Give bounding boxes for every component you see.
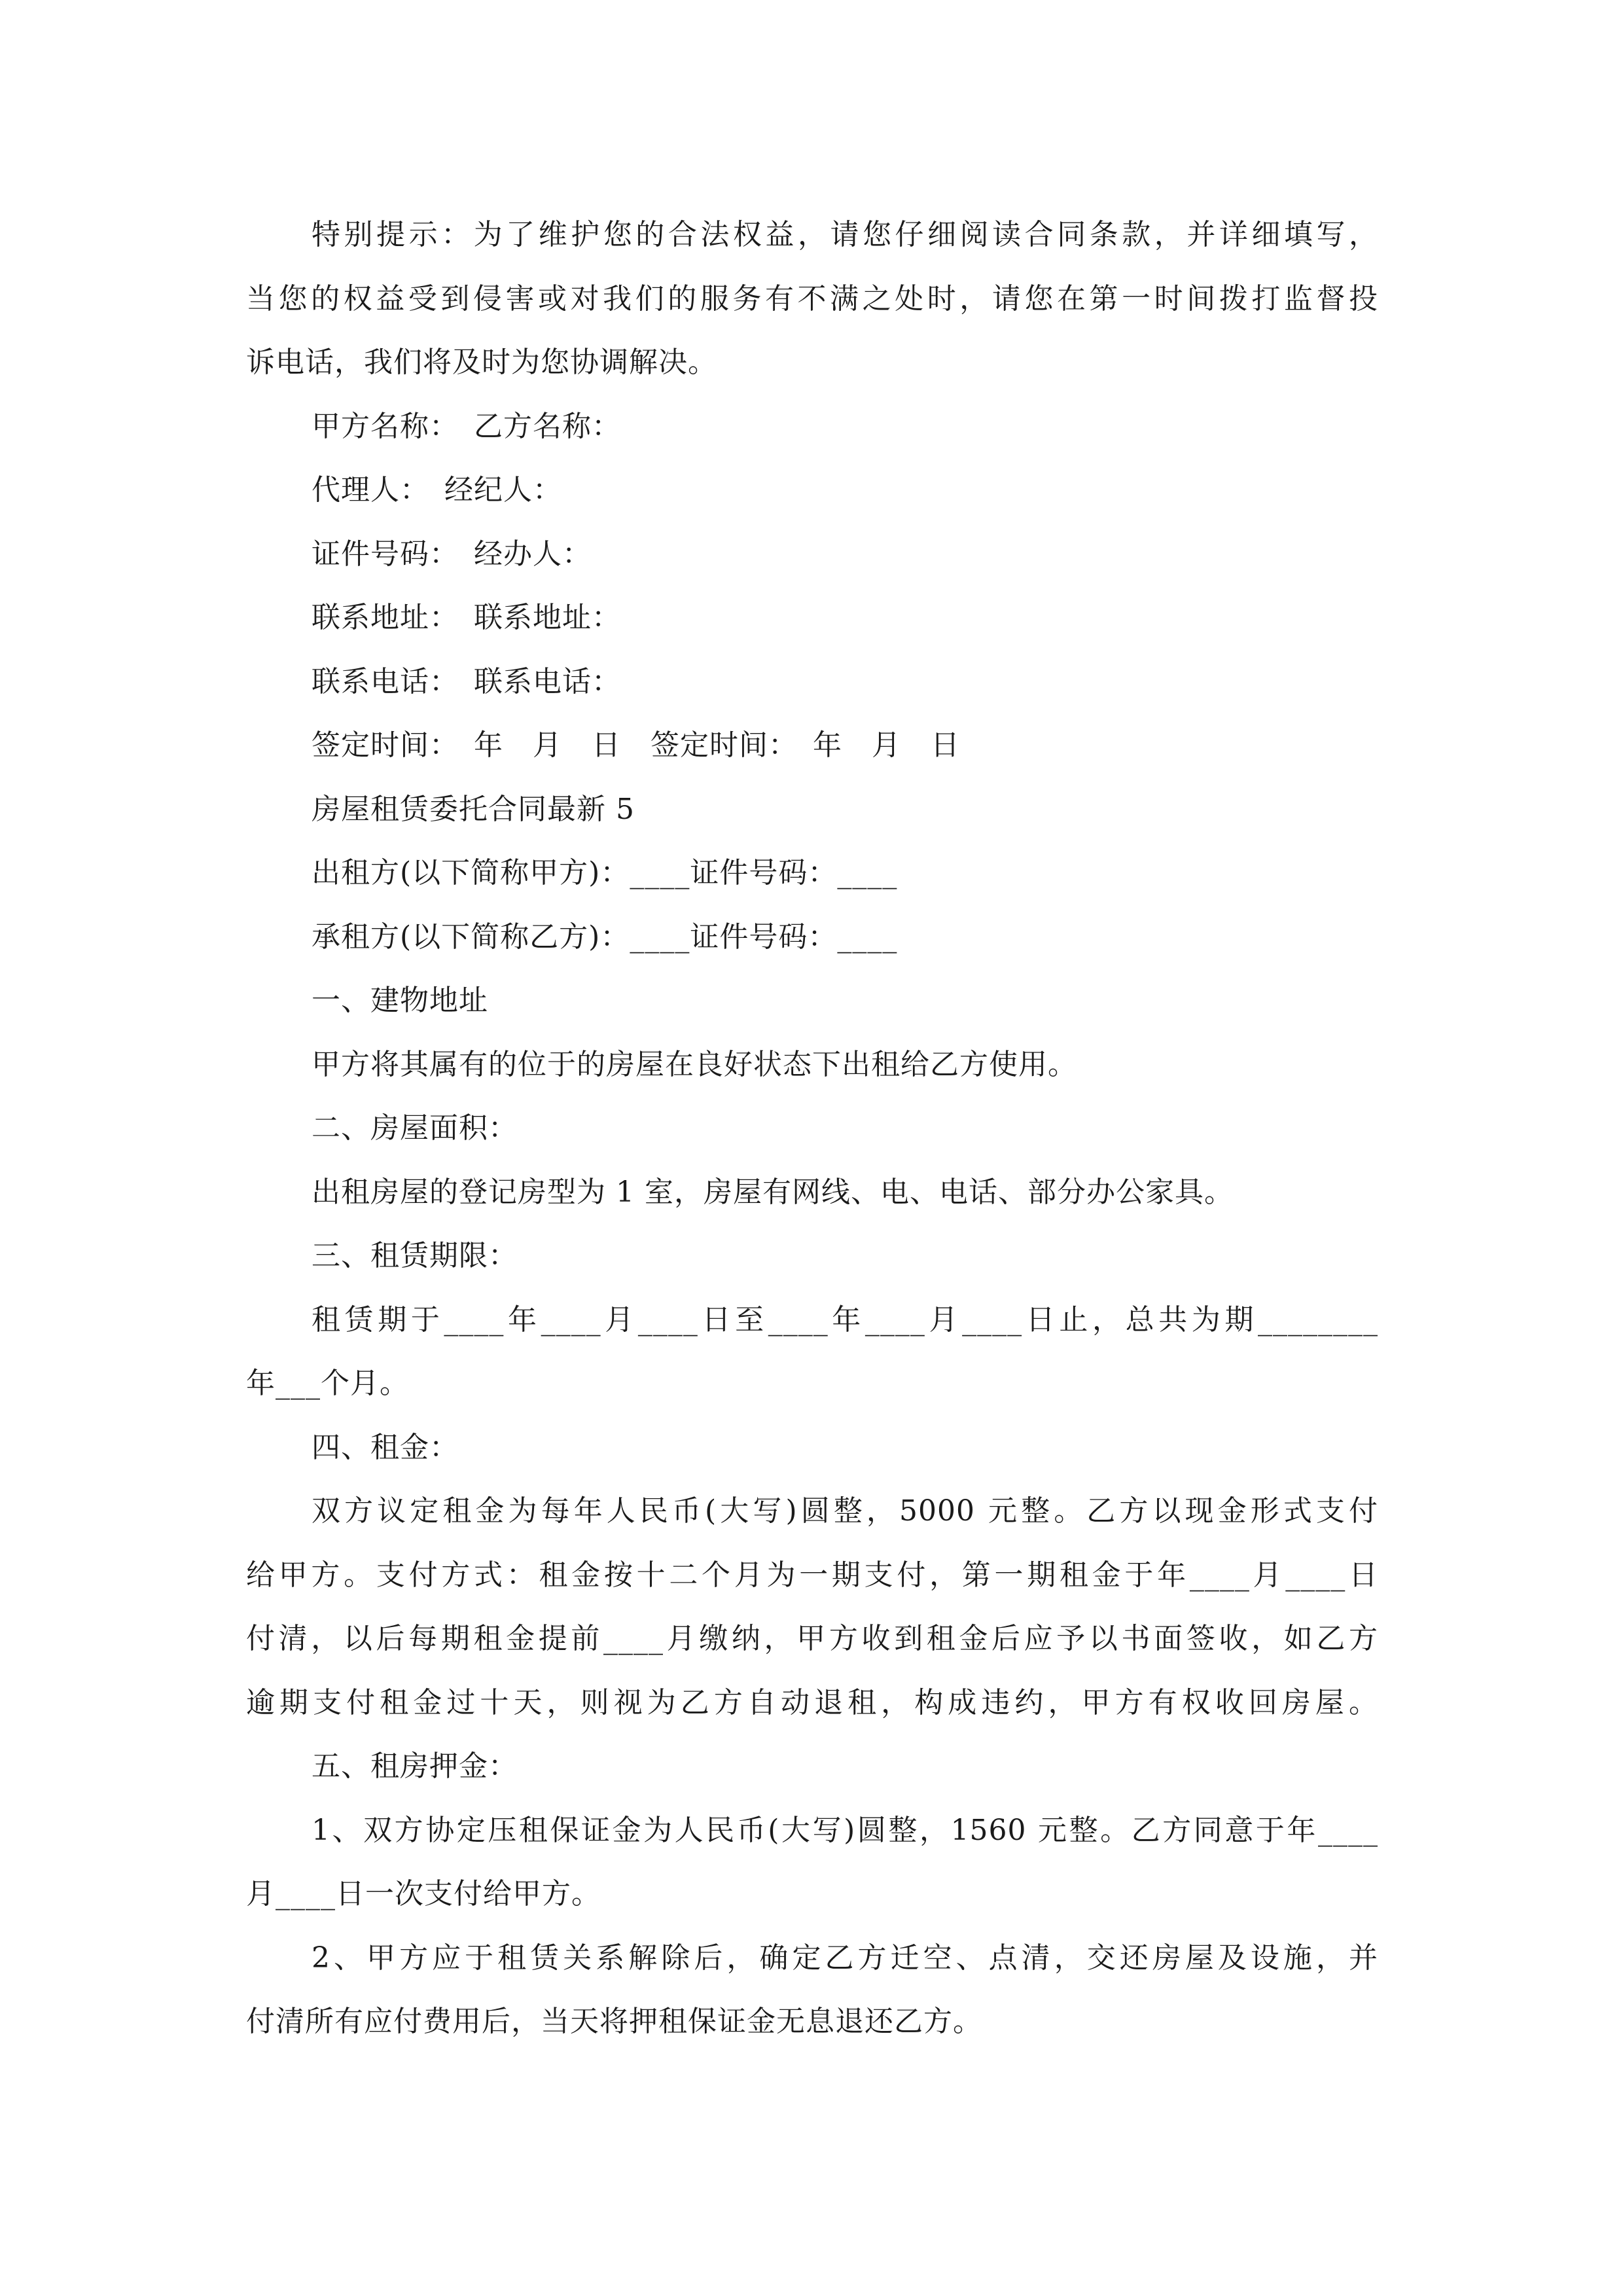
text-line: 1、双方协定压租保证金为人民币(大写)圆整，1560 元整。乙方同意于年____ xyxy=(312,1813,1378,1847)
text-line: 一、建物地址 xyxy=(312,984,488,1017)
text-line: 甲方将其属有的位于的房屋在良好状态下出租给乙方使用。 xyxy=(312,1047,1077,1081)
contract-body xyxy=(246,203,1378,2054)
text-line: 四、租金： xyxy=(312,1430,459,1464)
text-line: 出租方(以下简称甲方)：____证件号码：____ xyxy=(312,856,898,889)
text-line: 三、租赁期限： xyxy=(312,1239,518,1272)
text-line: 代理人： 经纪人： xyxy=(312,473,562,507)
text-line: 五、租房押金： xyxy=(312,1749,518,1783)
text-line: 二、房屋面积： xyxy=(312,1111,518,1145)
text-line: 双方议定租金为每年人民币(大写)圆整，5000 元整。乙方以现金形式支付 xyxy=(312,1494,1378,1528)
text-line: 给甲方。支付方式：租金按十二个月为一期支付，第一期租金于年____月____日 xyxy=(246,1558,1378,1592)
text-line: 月____日一次支付给甲方。 xyxy=(246,1877,601,1910)
text-line: 诉电话，我们将及时为您协调解决。 xyxy=(246,346,717,379)
text-line: 年___个月。 xyxy=(246,1367,409,1400)
text-line: 特别提示：为了维护您的合法权益，请您仔细阅读合同条款，并详细填写， xyxy=(312,218,1378,251)
text-line: 2、甲方应于租赁关系解除后，确定乙方迁空、点清，交还房屋及设施，并 xyxy=(312,1941,1378,1975)
text-line: 联系电话： 联系电话： xyxy=(312,664,621,698)
text-line: 证件号码： 经办人： xyxy=(312,537,592,571)
text-line: 出租房屋的登记房型为 1 室，房屋有网线、电、电话、部分办公家具。 xyxy=(312,1175,1234,1209)
text-line: 联系地址： 联系地址： xyxy=(312,601,621,634)
text-line: 签定时间： 年 月 日 签定时间： 年 月 日 xyxy=(312,728,960,762)
text-line: 甲方名称： 乙方名称： xyxy=(312,409,621,443)
text-line: 房屋租赁委托合同最新 5 xyxy=(312,792,635,826)
text-line: 租赁期于____年____月____日至____年____月____日止，总共为期________ xyxy=(312,1302,1378,1336)
text-line: 当您的权益受到侵害或对我们的服务有不满之处时，请您在第一时间拨打监督投 xyxy=(246,281,1378,315)
text-line: 付清所有应付费用后，当天将押租保证金无息退还乙方。 xyxy=(246,2005,982,2038)
text-line: 逾期支付租金过十天，则视为乙方自动退租，构成违约，甲方有权收回房屋。 xyxy=(246,1685,1378,1719)
text-line: 承租方(以下简称乙方)：____证件号码：____ xyxy=(312,920,898,954)
text-line: 付清，以后每期租金提前____月缴纳，甲方收到租金后应予以书面签收，如乙方 xyxy=(246,1622,1378,1655)
